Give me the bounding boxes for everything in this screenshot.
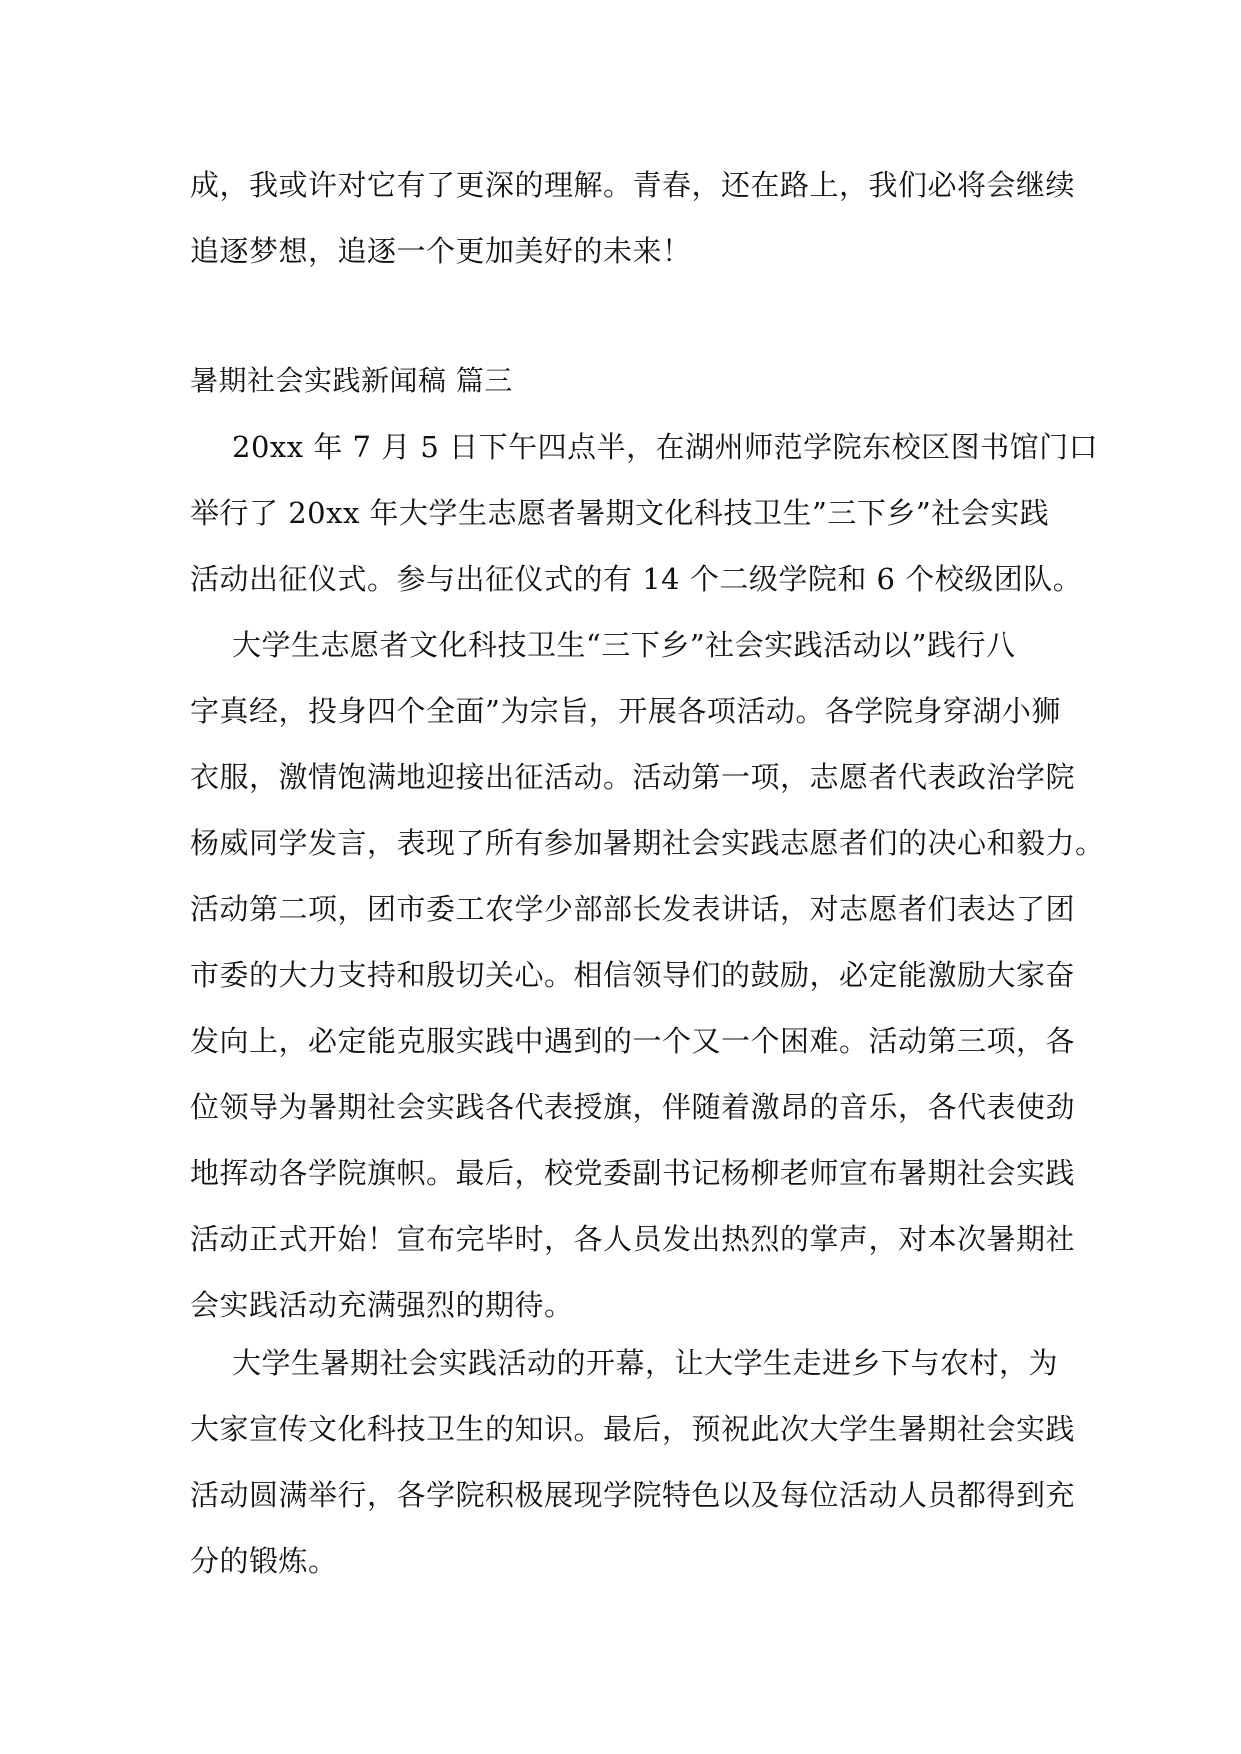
paragraph-3 xyxy=(190,1330,1076,1594)
text-line: 市委的大力支持和殷切关心。相信领导们的鼓励，必定能激励大家奋 xyxy=(190,958,1076,992)
continuation-paragraph xyxy=(190,152,1076,284)
text-line: 大学生暑期社会实践活动的开幕，让大学生走进乡下与农村，为 xyxy=(232,1346,1059,1380)
text-line: 大家宣传文化科技卫生的知识。最后，预祝此次大学生暑期社会实践 xyxy=(190,1412,1076,1446)
section-heading-text: 暑期社会实践新闻稿 篇三 xyxy=(190,364,513,397)
text-line: 发向上，必定能克服实践中遇到的一个又一个困难。活动第三项，各 xyxy=(190,1024,1076,1058)
text-line: 大学生志愿者文化科技卫生“三下乡”社会实践活动以”践行八 xyxy=(232,628,1016,662)
text-line: 追逐梦想，追逐一个更加美好的未来！ xyxy=(190,234,692,268)
text-line: 活动出征仪式。参与出征仪式的有 14 个二级学院和 6 个校级团队。 xyxy=(190,562,1083,596)
text-line: 杨威同学发言，表现了所有参加暑期社会实践志愿者们的决心和毅力。 xyxy=(190,826,1105,860)
text-line: 举行了 20xx 年大学生志愿者暑期文化科技卫生”三下乡”社会实践 xyxy=(190,496,1050,530)
text-line: 衣服，激情饱满地迎接出征活动。活动第一项，志愿者代表政治学院 xyxy=(190,760,1076,794)
text-line: 位领导为暑期社会实践各代表授旗，伴随着激昂的音乐，各代表使劲 xyxy=(190,1090,1076,1124)
text-line: 活动第二项，团市委工农学少部部长发表讲话，对志愿者们表达了团 xyxy=(190,892,1076,926)
text-line: 会实践活动充满强烈的期待。 xyxy=(190,1288,574,1322)
text-line: 活动正式开始！宣布完毕时，各人员发出热烈的掌声，对本次暑期社 xyxy=(190,1222,1076,1256)
text-line: 地挥动各学院旗帜。最后，校党委副书记杨柳老师宣布暑期社会实践 xyxy=(190,1156,1076,1190)
text-line: 活动圆满举行，各学院积极展现学院特色以及每位活动人员都得到充 xyxy=(190,1478,1076,1512)
paragraph-1 xyxy=(190,414,1099,612)
text-line: 分的锻炼。 xyxy=(190,1544,338,1578)
paragraph-2 xyxy=(190,612,1105,1338)
section-heading xyxy=(190,348,1060,414)
text-line: 成，我或许对它有了更深的理解。青春，还在路上，我们必将会继续 xyxy=(190,168,1076,202)
text-line: 20xx 年 7 月 5 日下午四点半，在湖州师范学院东校区图书馆门口 xyxy=(232,430,1099,464)
text-line: 字真经，投身四个全面”为宗旨，开展各项活动。各学院身穿湖小狮 xyxy=(190,694,1061,728)
